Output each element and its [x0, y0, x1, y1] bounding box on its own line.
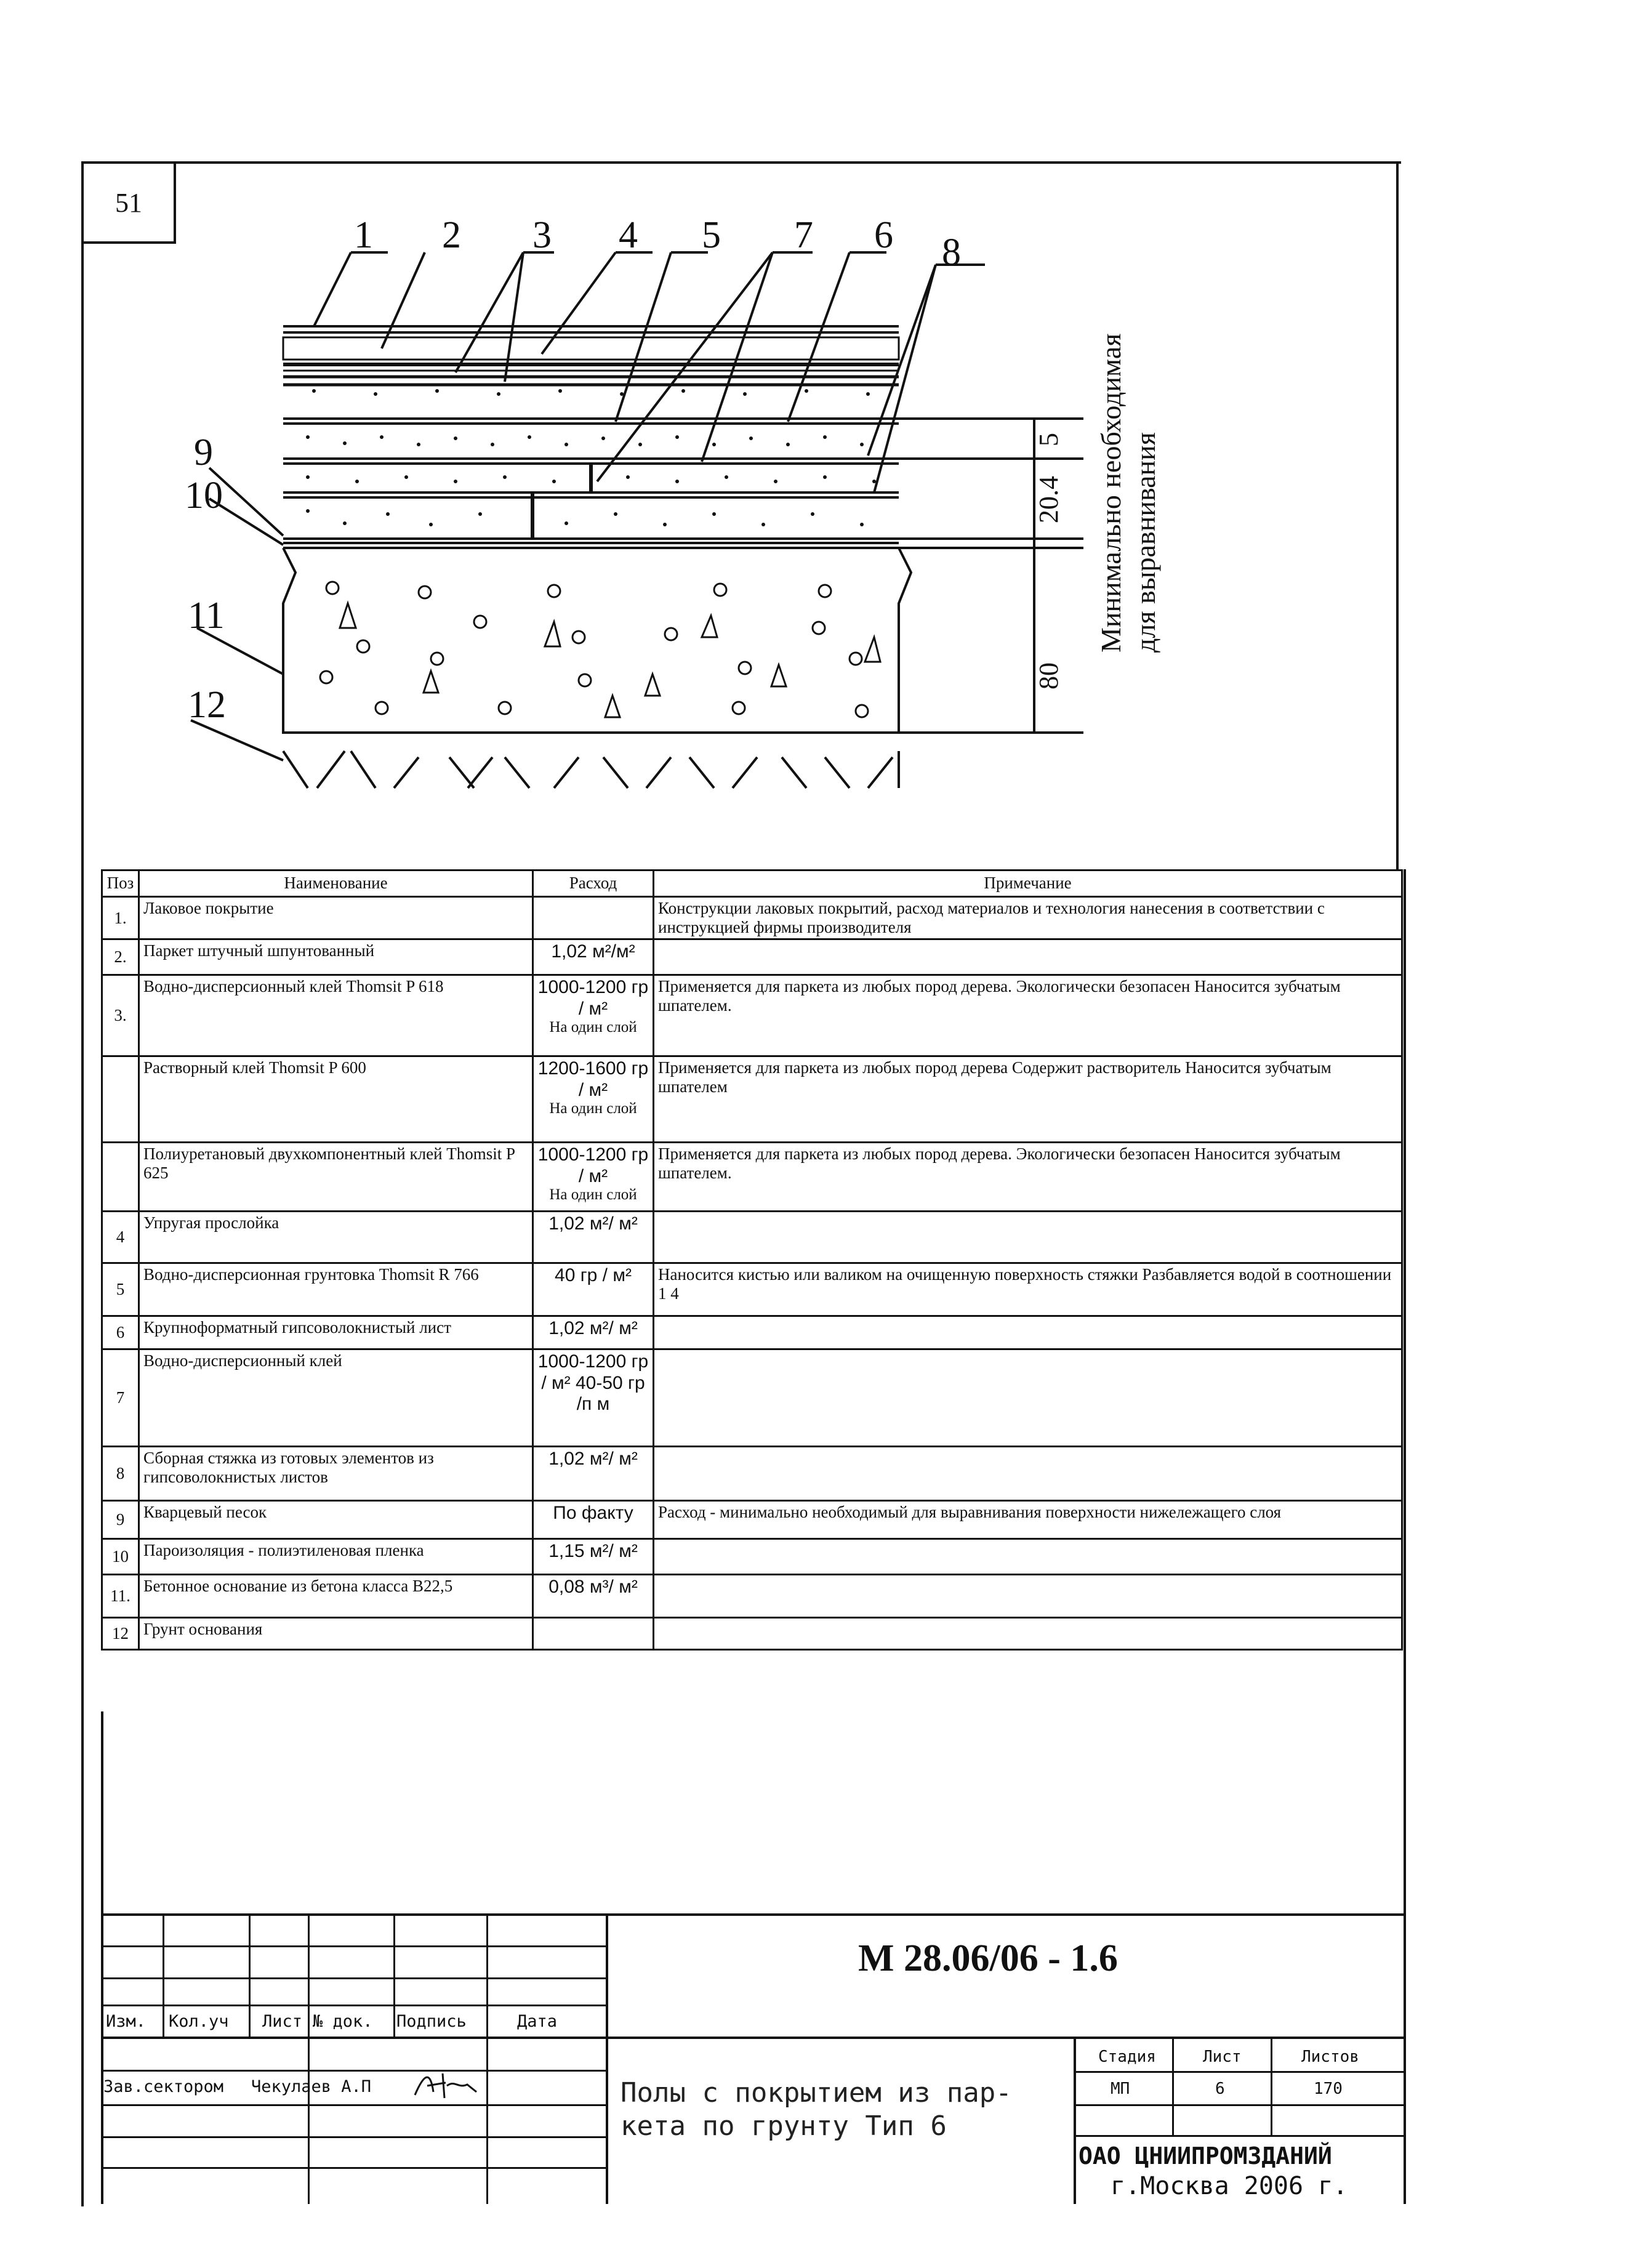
table-header-row — [102, 871, 1402, 897]
header-pos: Поз — [102, 871, 139, 897]
table-row: 7 Водно-дисперсионный клей 1000-1200 гр / м² 40-50 гр /п м — [102, 1349, 1402, 1447]
signature-mark — [409, 2067, 483, 2104]
table-row: 8 Сборная стяжка из готовых элементов из гипсоволокнистых листов 1,02 м²/ м² — [102, 1447, 1402, 1501]
callout-4: 4 — [619, 214, 638, 256]
drawing-title-line-1: Полы с покрытием из пар- — [621, 2077, 1012, 2109]
callout-6: 6 — [874, 214, 893, 256]
sheets-value: 170 — [1314, 2080, 1343, 2098]
callout-11: 11 — [188, 595, 225, 637]
floor-section-drawing — [160, 203, 1182, 819]
callout-3: 3 — [532, 214, 552, 256]
table-row: 5 Водно-дисперсионная грунтовка Thomsit R 766 40 гр / м² Наносится кистью или валиком на очищенную поверхность стяжки Разбавляется водой в соотношении 1 4 — [102, 1263, 1402, 1316]
person-name: Чекулаев А.П — [251, 2077, 372, 2096]
drawing-title-line-2: кета по грунту Тип 6 — [621, 2110, 947, 2142]
sheets-label: Листов — [1301, 2048, 1359, 2066]
table-row: 2. Паркет штучный шпунтованный 1,02 м²/м² — [102, 939, 1402, 975]
callout-1: 1 — [354, 214, 373, 256]
col-date: Дата — [517, 2012, 558, 2031]
sheet-label: Лист — [1203, 2048, 1242, 2066]
col-list: Лист — [262, 2012, 303, 2031]
sheet-value: 6 — [1215, 2080, 1225, 2098]
header-name: Наименование — [139, 871, 533, 897]
stage-label: Стадия — [1098, 2048, 1156, 2066]
header-note: Примечание — [654, 871, 1402, 897]
role-label: Зав.сектором — [103, 2077, 224, 2096]
table-row: 9 Кварцевый песок По факту Расход - минимально необходимый для выравнивания поверхности нижележащего слоя — [102, 1501, 1402, 1539]
sheet-number: 51 — [81, 161, 176, 244]
dimension-20-4: 20.4 — [1034, 476, 1064, 523]
callout-12: 12 — [188, 684, 226, 726]
table-row: 1. Лаковое покрытие Конструкции лаковых покрытий, расход материалов и технология нанесения в соответствии с инструкцией фирмы производителя — [102, 897, 1402, 939]
table-row: Полиуретановый двухкомпонентный клей Thomsit P 625 1000-1200 гр / м² На один слой Применяется для паркета из любых пород дерева. Экологически безопасен Наносится зубчатым шпателем. — [102, 1143, 1402, 1212]
callout-2: 2 — [442, 214, 461, 256]
col-kol-uch: Кол.уч — [169, 2012, 229, 2031]
col-izm: Изм. — [106, 2012, 147, 2031]
side-note-line-1: Минимально необходимая — [1095, 333, 1127, 653]
table-row: 4 Упругая прослойка 1,02 м²/ м² — [102, 1212, 1402, 1263]
dimension-80: 80 — [1034, 662, 1064, 690]
specification-table — [101, 869, 1403, 1651]
frame-right-edge — [1396, 161, 1399, 869]
dimension-5: 5 — [1034, 433, 1064, 446]
table-row: 3. Водно-дисперсионный клей Thomsit P 618 1000-1200 гр / м² На один слой Применяется для паркета из любых пород дерева. Экологически безопасен Наносится зубчатым шпателем. — [102, 975, 1402, 1056]
callout-5: 5 — [702, 214, 721, 256]
callout-7: 7 — [794, 214, 813, 256]
document-code: М 28.06/06 - 1.6 — [858, 1937, 1118, 1979]
organization: ОАО ЦНИИПРОМЗДАНИЙ — [1079, 2142, 1332, 2169]
table-row: 6 Крупноформатный гипсоволокнистый лист 1,02 м²/ м² — [102, 1316, 1402, 1349]
callout-10: 10 — [185, 475, 223, 517]
side-note-line-2: для выравнивания — [1130, 432, 1161, 653]
callout-8: 8 — [942, 231, 961, 273]
header-qty: Расход — [533, 871, 654, 897]
title-block — [101, 1913, 1411, 2204]
stage-value: МП — [1111, 2080, 1130, 2098]
city-year: г.Москва 2006 г. — [1111, 2172, 1348, 2200]
table-row: 10 Пароизоляция - полиэтиленовая пленка 1,15 м²/ м² — [102, 1539, 1402, 1575]
col-doc-no: № док. — [313, 2012, 373, 2031]
callout-9: 9 — [194, 432, 213, 473]
table-row: 12 Грунт основания — [102, 1618, 1402, 1650]
table-row: Растворный клей Thomsit P 600 1200-1600 гр / м² На один слой Применяется для паркета из любых пород дерева Содержит растворитель Наносится зубчатым шпателем — [102, 1056, 1402, 1143]
table-row: 11. Бетонное основание из бетона класса B22,5 0,08 м³/ м² — [102, 1575, 1402, 1618]
col-signature: Подпись — [396, 2012, 467, 2031]
